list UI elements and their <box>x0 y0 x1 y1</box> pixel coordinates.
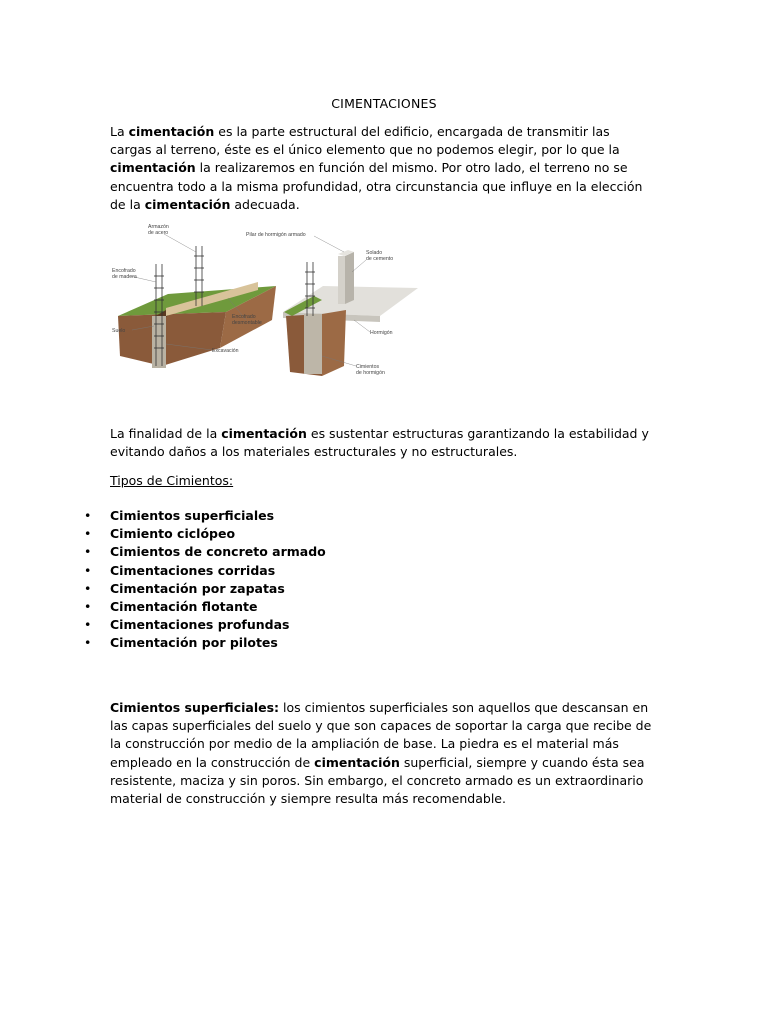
label-encofrado-desm-2: desmontable <box>232 320 262 326</box>
intro-bold-2: cimentación <box>110 160 196 176</box>
label-armazon-2: de acero <box>148 230 169 236</box>
purpose-paragraph <box>110 425 655 461</box>
soil-right-side <box>322 310 346 376</box>
label-encofrado-madera-2: de madera <box>112 274 137 280</box>
label-solado-1: Solado <box>366 250 383 256</box>
intro-text-2: es la parte estructural del edificio, encargada de transmitir las cargas al terreno, éste es el único elemento que no podemos elegir, por lo que la <box>110 124 620 158</box>
superficiales-bold-1: Cimientos superficiales: <box>110 700 280 715</box>
label-suelo: Suelo <box>112 328 126 334</box>
list-item-label: Cimentación por zapatas <box>110 580 285 596</box>
purpose-text-2: es sustentar estructuras garantizando la estabilidad y evitando daños a los materiales estructurales y no estructurales. <box>110 426 649 460</box>
superficiales-text-2: superficial, siempre y cuando ésta sea resistente, maciza y sin poros. Sin embargo, el concreto armado es un extraordinario material de construcción y siempre resulta más recomendable. <box>110 754 645 807</box>
bullet-icon: • <box>84 635 92 651</box>
label-pilar: Pilar de hormigón armado <box>246 232 306 238</box>
bullet-icon: • <box>84 598 92 614</box>
list-item <box>0 616 326 634</box>
soil-left <box>118 312 226 366</box>
intro-bold-3: cimentación <box>144 196 231 212</box>
label-cimientos-2: de hormigón <box>356 370 385 376</box>
bullet-icon: • <box>84 562 92 578</box>
label-encofrado-desm-1: Encofrado <box>232 314 256 320</box>
list-item-label: Cimentaciones profundas <box>110 617 290 633</box>
pillar-side <box>345 252 354 304</box>
bullet-icon: • <box>84 508 92 523</box>
list-item-label: Cimientos de concreto armado <box>110 544 326 560</box>
superficiales-text-1: los cimientos superficiales son aquellos que descansan en las capas superficiales del suelo y que son capaces de soportar la carga que recibe de la construcción por medio de la ampliación de base. La piedra es el material más empleado en la construcción de <box>110 700 652 770</box>
list-item <box>0 562 326 580</box>
rebar-cage-pillar <box>305 262 315 316</box>
intro-text-3: la realizaremos en función del mismo. Por otro lado, el terreno no se encuentra todo a la misma profundidad, otra circunstancia que influye en la elección de la <box>110 160 643 212</box>
purpose-text-1: La finalidad de la <box>110 426 222 441</box>
intro-text-1: La <box>110 124 129 139</box>
types-heading: Tipos de Cimientos: <box>110 473 234 488</box>
intro-paragraph <box>110 123 655 214</box>
list-item-label: Cimientos superficiales <box>110 508 275 523</box>
list-item <box>0 580 326 598</box>
list-item-label: Cimentaciones corridas <box>110 562 276 578</box>
intro-bold-1: cimentación <box>128 124 215 139</box>
pillar-front <box>338 256 345 304</box>
purpose-bold-1: cimentación <box>221 426 307 441</box>
foundation-illustration-svg <box>108 216 428 382</box>
bullet-icon: • <box>84 580 92 596</box>
intro-text-4: adecuada. <box>230 196 300 212</box>
list-item-label: Cimiento ciclópeo <box>110 526 236 542</box>
list-item <box>0 525 326 543</box>
label-cimientos-1: Cimientos <box>356 364 380 370</box>
concrete-footing-right <box>304 314 322 374</box>
bullet-icon: • <box>84 617 92 633</box>
label-solado-2: de cemento <box>366 256 394 262</box>
label-hormigon: Hormigón <box>370 330 393 336</box>
list-item <box>0 543 326 561</box>
label-armazon-1: Armazón <box>148 224 169 230</box>
superficiales-bold-2: cimentación <box>314 754 400 770</box>
list-item-label: Cimentación por pilotes <box>110 635 278 651</box>
list-item-label: Cimentación flotante <box>110 598 258 614</box>
bullet-icon: • <box>84 526 92 542</box>
list-item <box>0 507 326 525</box>
page-title: CIMENTACIONES <box>331 96 437 111</box>
superficiales-paragraph <box>110 699 655 808</box>
label-encofrado-madera-1: Encofrado <box>112 268 136 274</box>
list-item <box>0 634 326 652</box>
bullet-icon: • <box>84 544 92 560</box>
types-list <box>0 507 326 653</box>
list-item <box>0 598 326 616</box>
label-excavacion: Excavación <box>212 348 239 354</box>
foundation-illustration <box>108 216 428 382</box>
